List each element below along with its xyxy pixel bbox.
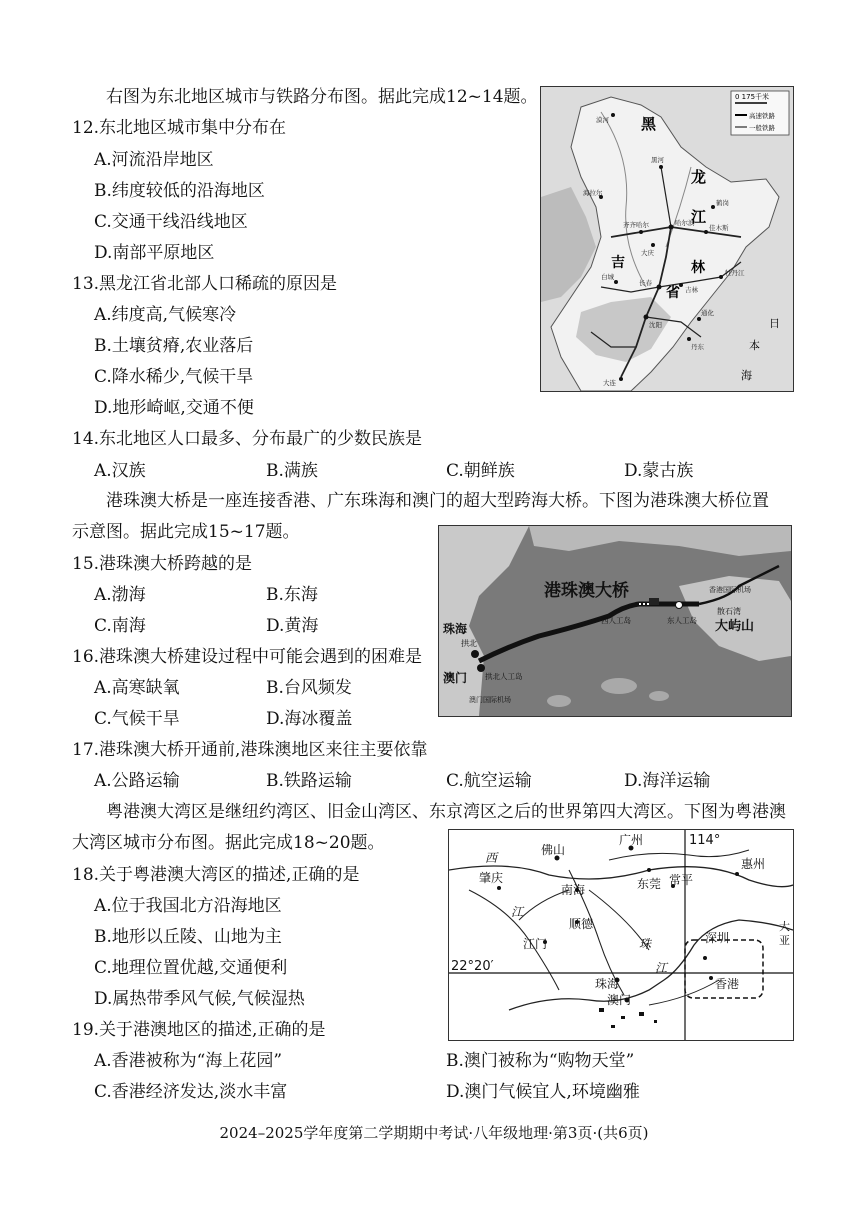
intro-18-20-line1: 粤港澳大湾区是继纽约湾区、旧金山湾区、东京湾区之后的世界第四大湾区。下图为粤港澳 bbox=[106, 802, 786, 822]
intro-15-17-line2: 示意图。据此完成15~17题。 bbox=[72, 522, 300, 542]
hzmb-label-sanshiwan: 散石湾 bbox=[717, 607, 741, 616]
gba-latitude: 22°20′ bbox=[451, 959, 494, 974]
q19-option-d[interactable]: D.澳门气候宜人,环境幽雅 bbox=[446, 1082, 640, 1102]
hzmb-label-east-island: 东人工岛 bbox=[667, 616, 697, 625]
map1-label-jiang: 江 bbox=[691, 208, 707, 226]
q18-option-d[interactable]: D.属热带季风气候,气候湿热 bbox=[94, 989, 305, 1009]
q12-option-b[interactable]: B.纬度较低的沿海地区 bbox=[94, 181, 265, 201]
q13-option-d[interactable]: D.地形崎岖,交通不便 bbox=[94, 398, 254, 418]
map1-city-14: 白城 bbox=[601, 273, 614, 281]
gba-label-zhaoqing: 肇庆 bbox=[479, 871, 504, 885]
q18-option-b[interactable]: B.地形以丘陵、山地为主 bbox=[94, 927, 282, 947]
gba-label-foshan: 佛山 bbox=[541, 843, 566, 857]
question-17-stem: 17.港珠澳大桥开通前,港珠澳地区来往主要依靠 bbox=[72, 740, 428, 760]
hzmb-title: 港珠澳大桥 bbox=[544, 581, 629, 601]
hzmb-map-svg bbox=[439, 526, 791, 716]
gba-label-ya: 亚 bbox=[779, 934, 790, 947]
map1-legend-hsr: 高速铁路 bbox=[749, 112, 775, 120]
q13-option-b[interactable]: B.土壤贫瘠,农业落后 bbox=[94, 336, 254, 356]
map1-city-11: 牡丹江 bbox=[725, 269, 745, 277]
question-15-stem: 15.港珠澳大桥跨越的是 bbox=[72, 554, 253, 574]
map1-city-4: 大庆 bbox=[641, 249, 654, 257]
map1-city-8: 沈阳 bbox=[649, 321, 662, 329]
gba-label-zhuhai: 珠海 bbox=[595, 977, 620, 991]
gba-label-shenzhen: 深圳 bbox=[705, 931, 730, 945]
west-island-marker bbox=[649, 598, 659, 605]
gba-label-jiang: 江 bbox=[511, 905, 524, 919]
gba-label-changping: 常平 bbox=[669, 873, 694, 887]
q17-option-d[interactable]: D.海洋运输 bbox=[624, 771, 711, 791]
hzmb-label-macau: 澳门 bbox=[443, 671, 468, 685]
map1-label-hei: 黑 bbox=[641, 115, 657, 133]
gba-label-hongkong: 香港 bbox=[715, 977, 740, 991]
question-14-stem: 14.东北地区人口最多、分布最广的少数民族是 bbox=[72, 429, 423, 449]
q14-option-c[interactable]: C.朝鲜族 bbox=[446, 461, 515, 481]
hzmb-label-macau-airport: 澳门国际机场 bbox=[469, 696, 511, 704]
q19-option-c[interactable]: C.香港经济发达,淡水丰富 bbox=[94, 1082, 288, 1102]
hzmb-label-west-island: 西人工岛 bbox=[601, 616, 631, 625]
q12-option-a[interactable]: A.河流沿岸地区 bbox=[94, 150, 214, 170]
question-13-stem: 13.黑龙江省北部人口稀疏的原因是 bbox=[72, 274, 338, 294]
q17-option-a[interactable]: A.公路运输 bbox=[94, 771, 180, 791]
q14-option-a[interactable]: A.汉族 bbox=[94, 461, 146, 481]
hzmb-label-gongbei: 拱北 bbox=[461, 639, 477, 648]
q16-option-b[interactable]: B.台风频发 bbox=[266, 678, 352, 698]
map1-label-sheng: 省 bbox=[666, 285, 680, 301]
gba-label-jiangmen: 江门 bbox=[523, 937, 548, 951]
map1-label-lin: 林 bbox=[691, 260, 705, 276]
q15-option-c[interactable]: C.南海 bbox=[94, 616, 146, 636]
q18-option-c[interactable]: C.地理位置优越,交通便利 bbox=[94, 958, 288, 978]
intro-15-17-line1: 港珠澳大桥是一座连接香港、广东珠海和澳门的超大型跨海大桥。下图为港珠澳大桥位置 bbox=[106, 491, 769, 511]
hzmb-location-map bbox=[438, 525, 792, 717]
q19-option-b[interactable]: B.澳门被称为“购物天堂” bbox=[446, 1051, 635, 1071]
map1-city-2: 黑河 bbox=[651, 156, 664, 164]
map1-label-ri: 日 bbox=[769, 317, 780, 330]
q14-option-b[interactable]: B.满族 bbox=[266, 461, 318, 481]
map1-city-9: 大连 bbox=[603, 379, 616, 387]
map1-city-1: 漠河 bbox=[596, 116, 609, 124]
map1-city-7: 吉林 bbox=[685, 286, 698, 294]
hzmb-label-hk-airport: 香港国际机场 bbox=[709, 586, 751, 594]
gba-label-macau: 澳门 bbox=[607, 993, 632, 1007]
northeast-map-svg bbox=[541, 87, 793, 391]
page-footer: 2024–2025学年度第二学期期中考试·八年级地理·第3页·(共6页) bbox=[219, 1124, 649, 1142]
gba-label-da: 大 bbox=[779, 920, 790, 933]
gba-label-jiang2: 江 bbox=[655, 961, 668, 975]
intro-12-14: 右图为东北地区城市与铁路分布图。据此完成12~14题。 bbox=[106, 87, 538, 107]
hzmb-label-gongbeidao: 拱北人工岛 bbox=[485, 672, 523, 681]
gba-map-svg bbox=[449, 830, 793, 1040]
map1-city-13: 海拉尔 bbox=[583, 189, 603, 197]
q12-option-d[interactable]: D.南部平原地区 bbox=[94, 243, 215, 263]
map1-label-ben: 本 bbox=[749, 339, 760, 352]
gba-label-xi: 西 bbox=[485, 851, 498, 865]
question-12-stem: 12.东北地区城市集中分布在 bbox=[72, 118, 287, 138]
map1-city-3: 齐齐哈尔 bbox=[623, 221, 649, 229]
question-19-stem: 19.关于港澳地区的描述,正确的是 bbox=[72, 1020, 326, 1040]
gba-label-dongguan: 东莞 bbox=[637, 877, 662, 891]
map1-city-16: 鹤岗 bbox=[716, 199, 729, 207]
q18-option-a[interactable]: A.位于我国北方沿海地区 bbox=[94, 896, 282, 916]
northeast-china-map bbox=[540, 86, 794, 392]
gba-label-zhu: 珠 bbox=[639, 937, 652, 951]
hzmb-label-lantau: 大屿山 bbox=[715, 619, 755, 634]
q16-option-d[interactable]: D.海冰覆盖 bbox=[266, 709, 353, 729]
q15-option-a[interactable]: A.渤海 bbox=[94, 585, 146, 605]
map1-city-12: 丹东 bbox=[691, 343, 704, 351]
q19-option-a[interactable]: A.香港被称为“海上花园” bbox=[94, 1051, 283, 1071]
gba-label-huizhou: 惠州 bbox=[741, 857, 766, 871]
gba-city-map bbox=[448, 829, 794, 1041]
map1-city-10: 佳木斯 bbox=[709, 224, 729, 232]
q15-option-b[interactable]: B.东海 bbox=[266, 585, 318, 605]
question-16-stem: 16.港珠澳大桥建设过程中可能会遇到的困难是 bbox=[72, 647, 423, 667]
q16-option-c[interactable]: C.气候干旱 bbox=[94, 709, 180, 729]
q13-option-a[interactable]: A.纬度高,气候寒冷 bbox=[94, 305, 237, 325]
q16-option-a[interactable]: A.高寒缺氧 bbox=[94, 678, 180, 698]
q17-option-b[interactable]: B.铁路运输 bbox=[266, 771, 352, 791]
question-18-stem: 18.关于粤港澳大湾区的描述,正确的是 bbox=[72, 865, 360, 885]
map1-label-long: 龙 bbox=[691, 168, 707, 186]
map1-city-6: 长春 bbox=[639, 279, 652, 287]
q13-option-c[interactable]: C.降水稀少,气候干旱 bbox=[94, 367, 254, 387]
map1-scale: 0 175千米 bbox=[735, 93, 770, 101]
q14-option-d[interactable]: D.蒙古族 bbox=[624, 461, 694, 481]
q15-option-d[interactable]: D.黄海 bbox=[266, 616, 319, 636]
q12-option-c[interactable]: C.交通干线沿线地区 bbox=[94, 212, 248, 232]
q17-option-c[interactable]: C.航空运输 bbox=[446, 771, 532, 791]
map1-city-15: 通化 bbox=[701, 309, 714, 317]
map1-label-hai: 海 bbox=[741, 369, 752, 382]
intro-18-20-line2: 大湾区城市分布图。据此完成18~20题。 bbox=[72, 833, 385, 853]
map1-city-5: 哈尔滨 bbox=[675, 219, 695, 227]
map1-legend-rail: 一般铁路 bbox=[749, 124, 775, 132]
hzmb-label-zhuhai: 珠海 bbox=[443, 622, 468, 636]
gba-label-shunde: 顺德 bbox=[569, 917, 594, 931]
map1-label-ji: 吉 bbox=[611, 255, 625, 271]
gba-label-nanhai: 南海 bbox=[561, 883, 586, 897]
gba-longitude: 114° bbox=[689, 833, 721, 848]
gba-label-guangzhou: 广州 bbox=[619, 833, 644, 847]
